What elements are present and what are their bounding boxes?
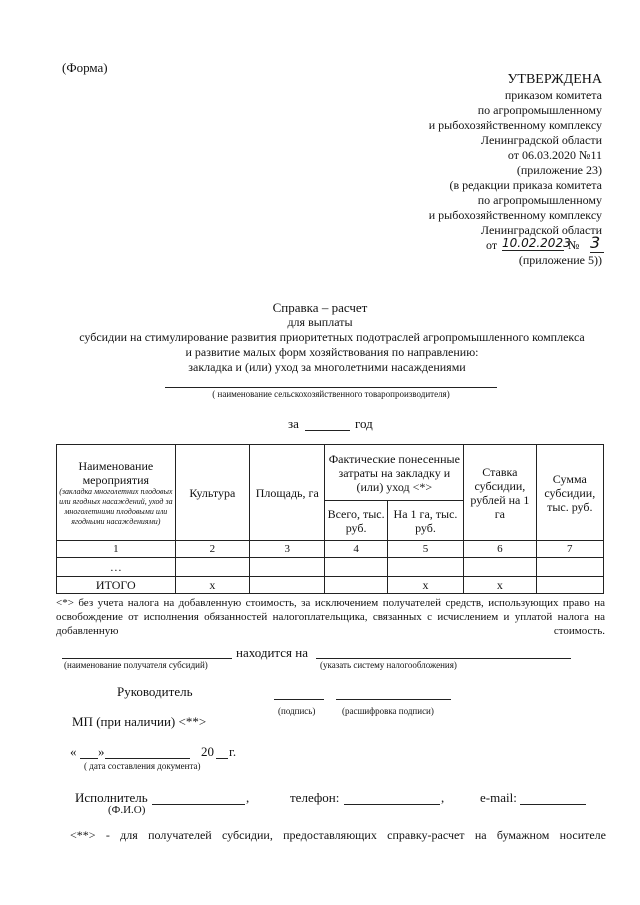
approval-line: (приложение 23) xyxy=(516,163,602,177)
col-number: 1 xyxy=(57,541,176,558)
header-event-label: Наименование мероприятия xyxy=(78,458,154,487)
table-cell xyxy=(175,558,249,577)
header-sum: Сумма субсидии, тыс. руб. xyxy=(536,445,603,541)
col-number: 3 xyxy=(250,541,325,558)
phone-label: телефон: xyxy=(290,790,340,805)
doc-subtitle: субсидии на стимулирование развития приоритетных подотраслей агропромышленного комплекса xyxy=(79,330,585,344)
ellipsis-cell: … xyxy=(57,558,176,577)
table-cell xyxy=(536,577,603,594)
date-year-suffix: г. xyxy=(229,744,237,759)
date-year-line xyxy=(216,758,228,759)
date-caption: ( дата составления документа) xyxy=(84,761,201,771)
executor-name-line xyxy=(152,804,245,805)
phone-line xyxy=(344,804,440,805)
tax-system-line xyxy=(316,658,571,659)
executor-label: Исполнитель xyxy=(75,790,148,805)
approval-line: (в редакции приказа комитета xyxy=(449,178,602,192)
date-close-quote: » xyxy=(98,744,105,759)
header-culture: Культура xyxy=(175,445,249,541)
approval-line: Ленинградской области xyxy=(480,223,602,237)
table-cell xyxy=(325,558,387,577)
col-number: 7 xyxy=(536,541,603,558)
form-label: (Форма) xyxy=(62,60,108,75)
date-open-quote: « xyxy=(70,744,77,759)
col-number: 5 xyxy=(387,541,463,558)
email-line xyxy=(520,804,586,805)
approval-title: УТВЕРЖДЕНА xyxy=(507,72,602,87)
col-number: 4 xyxy=(325,541,387,558)
approval-from: от xyxy=(486,238,498,252)
approval-line: по агропромышленному xyxy=(477,193,602,207)
doc-subtitle: закладка и (или) уход за многолетними насаждениями xyxy=(188,360,466,374)
header-rate: Ставка субсидии, рублей на 1 га xyxy=(464,445,536,541)
approval-line: и рыбохозяйственному комплексу xyxy=(428,118,602,132)
col-number: 2 xyxy=(175,541,249,558)
handwritten-number: 3 xyxy=(590,233,604,253)
executor-caption: (Ф.И.О) xyxy=(108,804,146,816)
approval-number-sign: № xyxy=(568,238,580,252)
decode-caption: (расшифровка подписи) xyxy=(342,706,434,716)
doc-subtitle: и развитие малых форм хозяйствования по направлению: xyxy=(185,345,479,359)
total-mark: х xyxy=(175,577,249,594)
producer-line xyxy=(165,387,497,388)
header-area: Площадь, га xyxy=(250,445,325,541)
footnote-vat: <*> без учета налога на добавленную стоимость, за исключением получателей средств, использующих право на освобождение от исполнения обязанностей налогоплательщика, связанных с исчислением и уплатой налога на добавленную стоимость. xyxy=(56,597,605,637)
location-text: находится на xyxy=(236,645,308,660)
handwritten-date: 10.02.2023 xyxy=(502,236,571,250)
header-event-note: (закладка многолетних плодовых или ягодных насаждений, уход за многолетними плодовыми или ягодными насаждениями) xyxy=(59,486,173,526)
subsidy-table xyxy=(56,444,604,594)
header-costs: Фактические понесенные затраты на закладку и (или) уход <*> xyxy=(325,445,464,501)
doc-subtitle: для выплаты xyxy=(287,315,353,329)
table-row xyxy=(57,541,604,558)
stamp-label: МП (при наличии) <**> xyxy=(72,714,207,729)
approval-line: приказом комитета xyxy=(504,88,602,102)
header-event xyxy=(57,445,176,541)
email-label: e-mail: xyxy=(480,790,517,805)
table-cell xyxy=(250,577,325,594)
signature-caption: (подпись) xyxy=(278,706,316,716)
approval-line: по агропромышленному xyxy=(477,103,602,117)
date-month-line xyxy=(105,758,190,759)
signature-line xyxy=(274,699,324,700)
head-label: Руководитель xyxy=(117,684,193,699)
date-day-line xyxy=(80,758,98,759)
year-prefix: за xyxy=(288,416,299,431)
total-label: ИТОГО xyxy=(57,577,176,594)
approval-line: и рыбохозяйственному комплексу xyxy=(428,208,602,222)
year-suffix: год xyxy=(355,416,373,431)
approval-line: от 06.03.2020 №11 xyxy=(507,148,602,162)
col-number: 6 xyxy=(464,541,536,558)
recipient-caption: (наименование получателя субсидий) xyxy=(64,660,208,670)
approval-line: Ленинградской области xyxy=(480,133,602,147)
table-cell xyxy=(536,558,603,577)
table-cell xyxy=(250,558,325,577)
date-year-prefix: 20 xyxy=(201,744,214,759)
table-cell xyxy=(325,577,387,594)
producer-caption: ( наименование сельскохозяйственного товаропроизводителя) xyxy=(212,389,450,399)
header-per-ha: На 1 га, тыс. руб. xyxy=(387,501,463,541)
total-row xyxy=(57,577,604,594)
table-row xyxy=(57,558,604,577)
table-cell xyxy=(464,558,536,577)
recipient-line xyxy=(62,658,232,659)
table-cell xyxy=(387,558,463,577)
doc-title: Справка – расчет xyxy=(272,300,368,315)
year-line xyxy=(305,430,350,431)
signature-decode-line xyxy=(336,699,451,700)
phone-comma: , xyxy=(441,790,445,805)
footnote-paper: <**> - для получателей субсидии, предоставляющих справку-расчет на бумажном носителе xyxy=(70,828,606,842)
header-total: Всего, тыс. руб. xyxy=(325,501,387,541)
approval-appendix: (приложение 5)) xyxy=(518,253,602,267)
total-mark: х xyxy=(387,577,463,594)
total-mark: х xyxy=(464,577,536,594)
tax-system-caption: (указать систему налогообложения) xyxy=(320,660,457,670)
executor-comma: , xyxy=(246,790,250,805)
